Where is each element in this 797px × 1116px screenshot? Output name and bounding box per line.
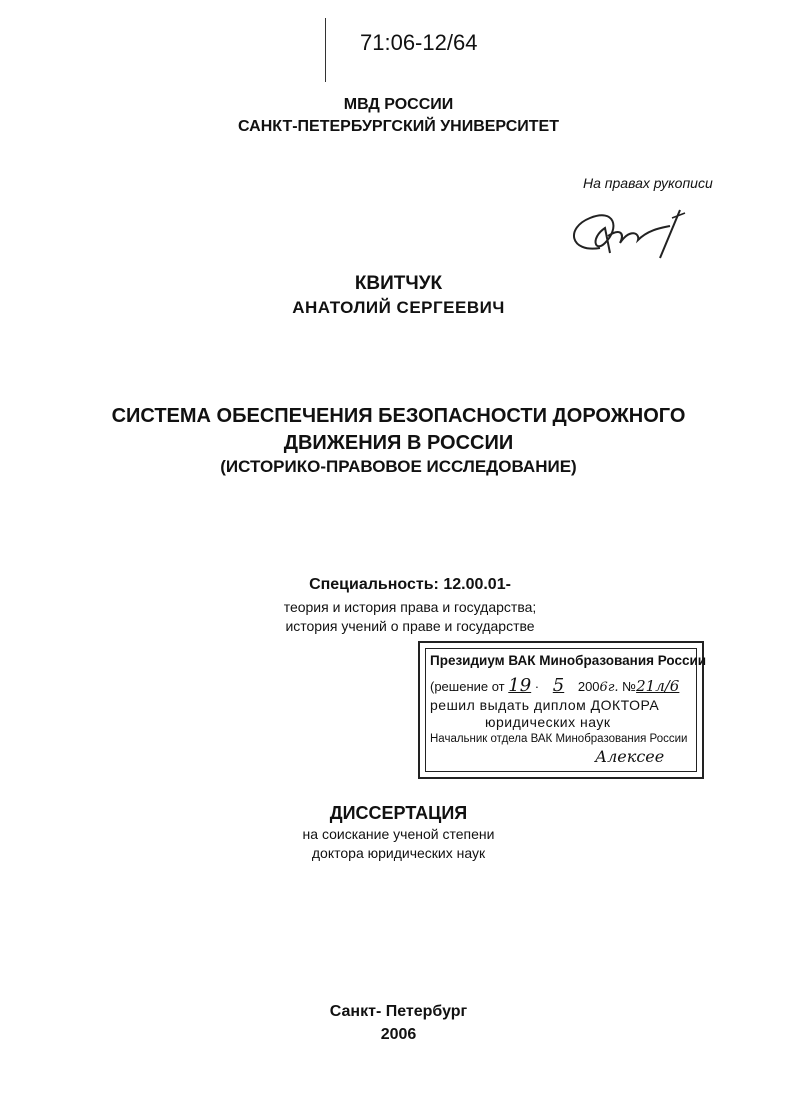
dissertation-subtitle: (ИСТОРИКО-ПРАВОВОЕ ИССЛЕДОВАНИЕ) — [220, 457, 577, 476]
stamp-year-prefix: 200 — [577, 679, 600, 694]
dissertation-line-2: доктора юридических наук — [311, 845, 486, 861]
title-line-1: СИСТЕМА ОБЕСПЕЧЕНИЯ БЕЗОПАСНОСТИ ДОРОЖНОГО — [111, 405, 686, 427]
ministry-name: МВД РОССИИ — [343, 96, 454, 113]
margin-line — [325, 18, 326, 82]
specialty-label: Специальность: 12.00.01- — [309, 576, 511, 593]
organization-header — [0, 94, 797, 138]
stamp-year-suffix: 6г. — [599, 680, 619, 695]
stamp-line-1: Президиум ВАК Минобразования России — [430, 653, 707, 668]
author-surname: КВИТЧУК — [354, 273, 443, 294]
stamp-decision-prefix: (решение от — [430, 679, 505, 694]
stamp-month: 5 — [552, 675, 565, 696]
title-line-2: ДВИЖЕНИЯ В РОССИИ — [283, 432, 514, 454]
stamp-line-3: решил выдать диплом ДОКТОРА — [430, 697, 660, 713]
vak-stamp — [418, 641, 707, 779]
author-signature — [560, 198, 710, 268]
specialty-line-2: история учений о праве и государстве — [285, 618, 535, 634]
manuscript-note: На правах рукописи — [583, 175, 713, 191]
university-name: САНКТ-ПЕТЕРБУРГСКИЙ УНИВЕРСИТЕТ — [238, 118, 559, 135]
author-given-names: АНАТОЛИЙ СЕРГЕЕВИЧ — [292, 298, 505, 317]
stamp-decision-line: (решение от 19 · 5 2006г. №21л/6 — [430, 675, 680, 696]
stamp-number: 21л/6 — [636, 677, 680, 695]
dissertation-line-1: на соискание ученой степени — [302, 826, 495, 842]
dissertation-heading: ДИССЕРТАЦИЯ — [329, 803, 468, 823]
year: 2006 — [380, 1026, 417, 1043]
dissertation-title — [0, 403, 797, 457]
stamp-line-4: юридических наук — [485, 714, 611, 730]
stamp-day: 19 — [508, 675, 532, 696]
city: Санкт- Петербург — [329, 1003, 468, 1020]
stamp-number-label: № — [622, 679, 637, 694]
catalog-code: 71:06-12/64 — [360, 30, 478, 55]
stamp-line-5: Начальник отдела ВАК Минобразования России — [430, 733, 688, 745]
stamp-signature: Алексее — [595, 747, 665, 766]
specialty-line-1: теория и история права и государства; — [283, 599, 537, 615]
